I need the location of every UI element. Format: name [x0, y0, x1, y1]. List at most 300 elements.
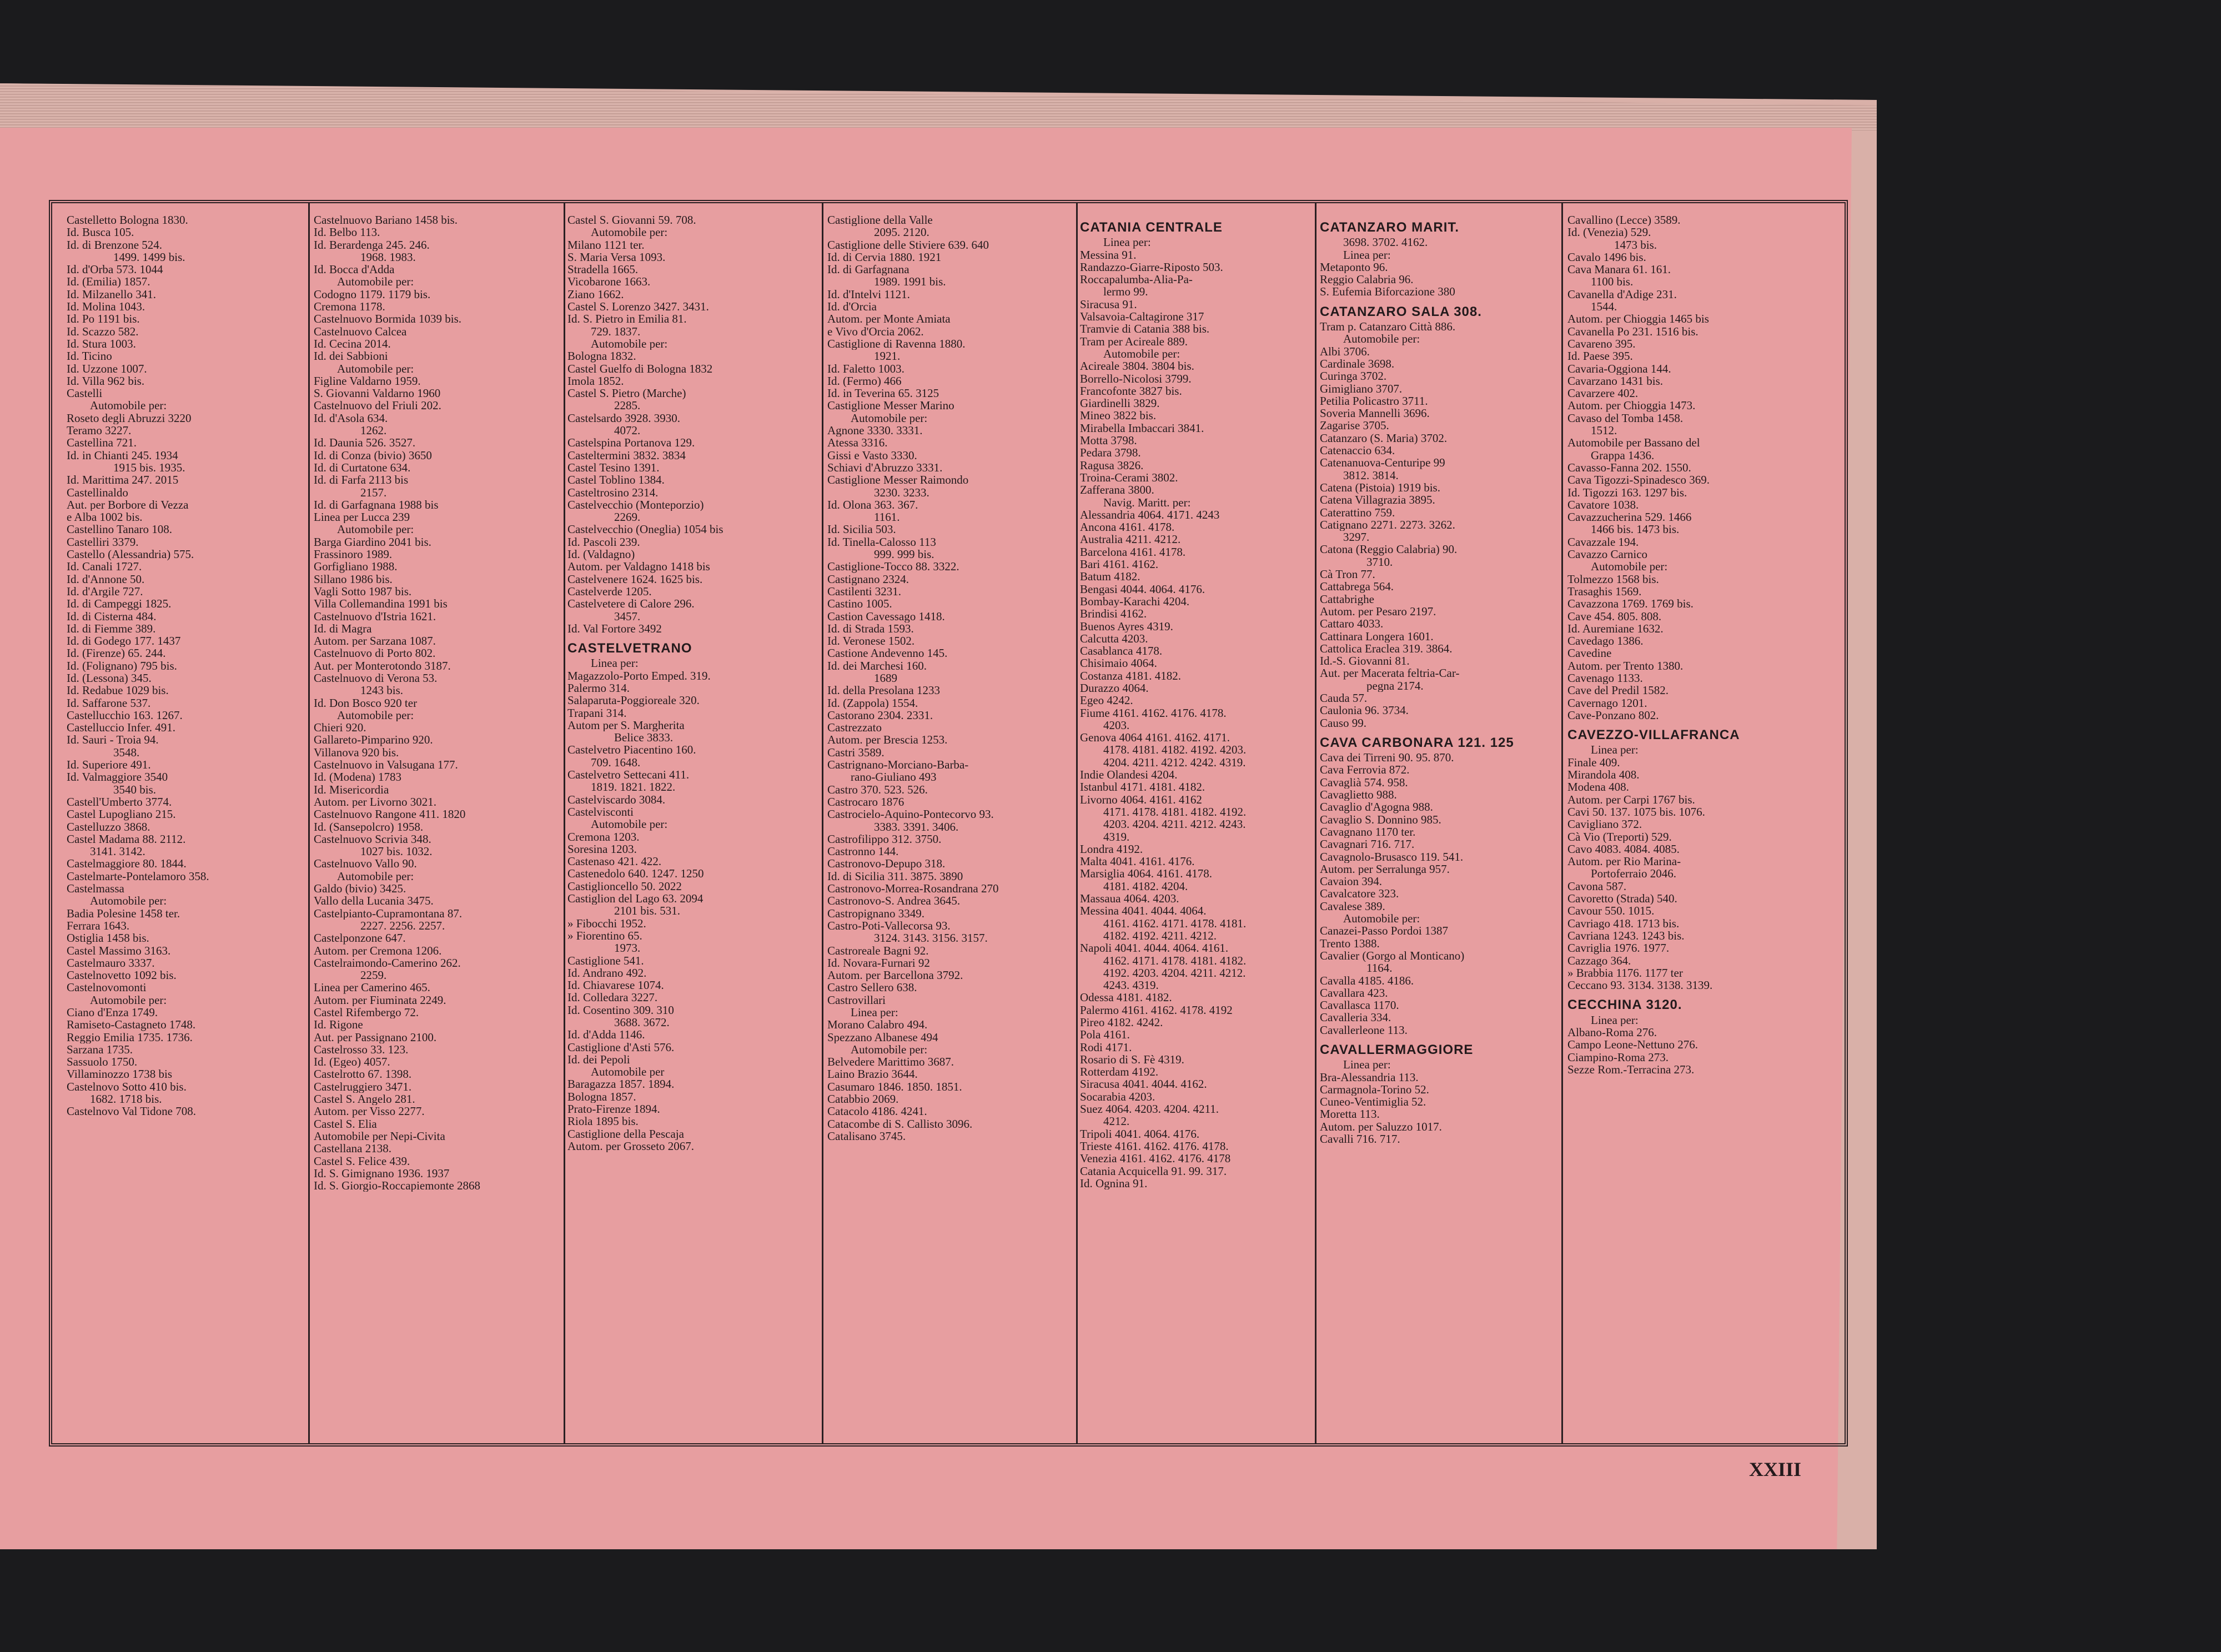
index-entry: Australia 4211. 4212. [1080, 533, 1181, 546]
index-entry: Castelnuovo Bariano 1458 bis. [314, 214, 458, 227]
index-entry: Autom. per Trento 1380. [1567, 659, 1684, 672]
index-entry: Zagarise 3705. [1320, 419, 1389, 432]
index-entry: Automobile per: [591, 337, 668, 350]
index-entry: Cattaro 4033. [1320, 617, 1384, 630]
index-entry: Castelraimondo-Camerino 262. [314, 956, 461, 970]
index-entry: Reggio Emilia 1735. 1736. [67, 1031, 193, 1043]
index-entry: Casteltrosino 2314. [567, 486, 659, 499]
column-divider [564, 203, 565, 1444]
index-entry: Castro Sellero 638. [827, 981, 917, 994]
index-entry: Chisimaio 4064. [1080, 657, 1157, 670]
index-entry: Giardinelli 3829. [1080, 397, 1160, 410]
index-entry: Id. (Firenze) 65. 244. [67, 647, 166, 660]
index-entry: Castelliri 3379. [67, 535, 139, 549]
index-entry: Batum 4182. [1080, 570, 1140, 583]
index-entry: 4161. 4162. 4171. 4178. 4181. [1103, 917, 1247, 930]
index-entry: Catona (Reggio Calabria) 90. [1320, 543, 1458, 556]
index-entry: 1262. [360, 424, 387, 437]
index-entry: Cavernago 1201. [1567, 696, 1647, 709]
index-entry: Id. (Sansepolcro) 1958. [314, 820, 424, 833]
index-entry: Castiglione di Ravenna 1880. [827, 337, 966, 350]
index-entry: Istanbul 4171. 4181. 4182. [1080, 781, 1205, 794]
index-entry: 4203. 4204. 4211. 4212. 4243. [1103, 818, 1246, 831]
index-entry: Castiglione della Valle [827, 214, 933, 227]
index-entry: Castel Tesino 1391. [567, 461, 660, 474]
index-entry: Cà Tron 77. [1320, 568, 1375, 581]
index-entry: Automobile per [591, 1066, 665, 1078]
index-entry: Cavagnano 1170 ter. [1320, 825, 1416, 838]
column-divider [1561, 203, 1563, 1444]
index-entry: Londra 4192. [1080, 842, 1143, 856]
index-entry: Castorano 2304. 2331. [827, 709, 933, 722]
index-entry: Cavarzere 402. [1567, 387, 1639, 400]
column-divider [1315, 203, 1316, 1444]
index-entry: Ragusa 3826. [1080, 459, 1144, 471]
index-entry: Castelruggiero 3471. [314, 1080, 412, 1093]
index-entry: Id. Valmaggiore 3540 [67, 771, 168, 784]
index-entry: Castelnuovo Calcea [314, 325, 407, 338]
index-entry: Aut. per Passignano 2100. [314, 1031, 437, 1043]
index-entry: Castelvetere di Calore 296. [567, 597, 695, 610]
index-entry: » Fibocchi 1952. [567, 917, 646, 930]
section-heading: CATANIA CENTRALE [1080, 222, 1223, 234]
index-entry: Id. di Brenzone 524. [67, 238, 163, 251]
index-entry: Ferrara 1643. [67, 919, 130, 932]
index-entry: Id. (Emilia) 1857. [67, 275, 150, 288]
section-heading: CECCHINA 3120. [1567, 999, 1682, 1012]
index-entry: Castro 370. 523. 526. [827, 783, 928, 796]
index-entry: Id. Rigone [314, 1018, 363, 1031]
index-entry: Aut. per Macerata feltria-Car- [1320, 667, 1460, 680]
index-entry: Id. (Folignano) 795 bis. [67, 659, 177, 672]
index-entry: Casumaro 1846. 1850. 1851. [827, 1080, 962, 1093]
index-entry: Durazzo 4064. [1080, 681, 1149, 695]
index-entry: Castelnuovo Scrivia 348. [314, 832, 431, 846]
index-entry: 3141. 3142. [90, 845, 145, 858]
index-entry: Autom. per Grosseto 2067. [567, 1139, 695, 1153]
index-entry: Id. della Presolana 1233 [827, 684, 940, 697]
index-entry: Id. S. Giorgio-Roccapiemonte 2868 [314, 1179, 480, 1192]
index-entry: Id. Tigozzi 163. 1297 bis. [1567, 486, 1687, 499]
index-entry: Baragazza 1857. 1894. [567, 1078, 675, 1091]
index-entry: Autom. per Barcellona 3792. [827, 969, 963, 982]
index-entry: Automobile per: [1343, 333, 1420, 345]
index-entry: Cazzago 364. [1567, 954, 1631, 967]
index-entry: 1512. [1591, 424, 1617, 437]
index-entry: Cattabrighe [1320, 592, 1374, 605]
index-entry: S. Eufemia Biforcazione 380 [1320, 285, 1455, 298]
index-entry: Ancona 4161. 4178. [1080, 521, 1175, 534]
index-entry: Id. d'Orba 573. 1044 [67, 263, 163, 276]
index-entry: Id. dei Sabbioni [314, 350, 388, 363]
index-entry: Id. di Magra [314, 622, 372, 635]
index-entry: Castenaso 421. 422. [567, 855, 662, 868]
index-entry: Tram p. Catanzaro Città 886. [1320, 320, 1456, 333]
index-entry: Motta 3798. [1080, 434, 1137, 447]
index-entry: Castronovo-Depupo 318. [827, 857, 946, 870]
index-entry: Castellucchio 163. 1267. [67, 709, 183, 722]
index-entry: Castino 1005. [827, 597, 892, 610]
index-entry: Id. in Teverina 65. 3125 [827, 387, 939, 400]
index-entry: Suez 4064. 4203. 4204. 4211. [1080, 1103, 1219, 1116]
index-entry: Castelnuovo in Valsugana 177. [314, 759, 458, 771]
index-column-2 [314, 214, 564, 1444]
index-entry: Marsiglia 4064. 4161. 4178. [1080, 867, 1212, 880]
section-heading: CATANZARO SALA 308. [1320, 305, 1482, 319]
index-entry: Roccapalumba-Alia-Pa- [1080, 273, 1193, 286]
index-entry: Castione Andevenno 145. [827, 647, 948, 660]
index-entry: S. Maria Versa 1093. [567, 250, 666, 264]
index-entry: Castenedolo 640. 1247. 1250 [567, 867, 704, 880]
index-entry: Massaua 4064. 4203. [1080, 892, 1179, 905]
index-entry: Castrofilippo 312. 3750. [827, 832, 942, 846]
index-entry: Castiglione d'Asti 576. [567, 1041, 675, 1053]
index-entry: Autom per S. Margherita [567, 719, 685, 732]
index-entry: Id. (Lessona) 345. [67, 671, 152, 685]
index-entry: Castel Madama 88. 2112. [67, 832, 186, 846]
index-entry: Castellino Tanaro 108. [67, 523, 173, 536]
index-entry: Autom. per Chioggia 1465 bis [1567, 313, 1709, 325]
index-entry: 1473 bis. [1614, 238, 1657, 251]
index-entry: Tripoli 4041. 4064. 4176. [1080, 1127, 1200, 1140]
index-column-3 [567, 214, 820, 1444]
index-entry: Id. Ticino [67, 350, 112, 363]
index-entry: 999. 999 bis. [874, 548, 934, 561]
index-entry: Albi 3706. [1320, 345, 1370, 358]
index-entry: Automobile per: [337, 870, 414, 883]
index-entry: Catenanuova-Centuripe 99 [1320, 456, 1445, 469]
index-entry: 4203. [1103, 719, 1130, 732]
index-entry: Zafferana 3800. [1080, 484, 1154, 496]
index-entry: Cavalcatore 323. [1320, 887, 1399, 900]
index-entry: Id. Don Bosco 920 ter [314, 696, 418, 709]
index-entry: Roseto degli Abruzzi 3220 [67, 411, 192, 425]
index-entry: Castelletto Bologna 1830. [67, 214, 188, 227]
index-entry: Id. di Cervia 1880. 1921 [827, 250, 942, 264]
index-entry: Id. Daunia 526. 3527. [314, 436, 416, 449]
index-entry: Castelverde 1205. [567, 585, 652, 598]
index-entry: Id. Superiore 491. [67, 759, 151, 771]
index-entry: Alessandria 4064. 4171. 4243 [1080, 508, 1220, 521]
index-entry: 4178. 4181. 4182. 4192. 4203. [1103, 744, 1247, 756]
index-entry: Indie Olandesi 4204. [1080, 769, 1178, 781]
index-entry: Castelnovomonti [67, 981, 147, 994]
index-entry: Castelvecchio (Oneglia) 1054 bis [567, 523, 723, 536]
index-entry: 1100 bis. [1591, 275, 1634, 288]
index-entry: Catacombe di S. Callisto 3096. [827, 1117, 973, 1130]
index-entry: e Alba 1002 bis. [67, 511, 143, 524]
index-entry: Cavedine [1567, 647, 1612, 660]
index-entry: Id. Colledara 3227. [567, 991, 658, 1004]
index-entry: Cuneo-Ventimiglia 52. [1320, 1096, 1426, 1108]
index-entry: Napoli 4041. 4044. 4064. 4161. [1080, 942, 1229, 955]
section-heading: CATANZARO MARIT. [1320, 222, 1460, 234]
index-entry: 2269. [614, 511, 641, 524]
index-entry: Trapani 314. [567, 706, 627, 719]
index-entry: Id. di Cisterna 484. [67, 610, 157, 622]
index-entry: Catanzaro (S. Maria) 3702. [1320, 431, 1448, 445]
index-entry: Castelluzzo 3868. [67, 820, 150, 833]
index-entry: Catenaccio 634. [1320, 444, 1395, 457]
index-entry: Castiglion del Lago 63. 2094 [567, 892, 704, 905]
index-entry: Castiglione della Pescaja [567, 1127, 684, 1140]
index-entry: Palermo 314. [567, 681, 630, 695]
index-entry: lermo 99. [1103, 285, 1148, 298]
index-entry: Randazzo-Giarre-Riposto 503. [1080, 260, 1223, 274]
index-entry: Sillano 1986 bis. [314, 573, 393, 585]
index-entry: 1968. 1983. [360, 250, 416, 264]
index-entry: Castelponzone 647. [314, 932, 406, 945]
index-entry: Catena (Pistoia) 1919 bis. [1320, 481, 1440, 494]
index-entry: Cave 454. 805. 808. [1567, 610, 1662, 622]
index-entry: Castiglione-Tocco 88. 3322. [827, 560, 959, 573]
index-entry: Cardinale 3698. [1320, 357, 1395, 370]
index-entry: 2227. 2256. 2257. [360, 919, 445, 932]
index-entry: Siracusa 4041. 4044. 4162. [1080, 1078, 1207, 1091]
index-entry: Cavo 4083. 4084. 4085. [1567, 842, 1680, 856]
index-entry: Automobile per: [591, 818, 668, 831]
index-entry: Soveria Mannelli 3696. [1320, 407, 1430, 420]
index-entry: Soresina 1203. [567, 842, 637, 856]
index-entry: 3124. 3143. 3156. 3157. [874, 932, 988, 945]
index-entry: 3383. 3391. 3406. [874, 820, 959, 833]
index-entry: Bologna 1832. [567, 350, 636, 363]
index-entry: Catacolo 4186. 4241. [827, 1105, 927, 1118]
index-entry: Catena Villagrazia 3895. [1320, 494, 1435, 506]
index-entry: Bari 4161. 4162. [1080, 558, 1159, 571]
index-entry: Id. Val Fortore 3492 [567, 622, 662, 635]
index-entry: Cavazzo Carnico [1567, 548, 1648, 561]
index-entry: Id. Milzanello 341. [67, 288, 156, 301]
index-entry: Id. di Garfagnana 1988 bis [314, 498, 439, 511]
index-entry: Castelpianto-Cupramontana 87. [314, 907, 463, 920]
index-entry: Id. Sicilia 503. [827, 523, 896, 536]
index-entry: Castelmauro 3337. [67, 956, 155, 970]
index-entry: 2259. [360, 969, 387, 982]
index-entry: Ramiseto-Castagneto 1748. [67, 1018, 196, 1031]
index-entry: Cavedago 1386. [1567, 635, 1644, 647]
index-entry: Autom. per Pesaro 2197. [1320, 605, 1436, 618]
section-heading: CAVA CARBONARA 121. 125 [1320, 736, 1514, 750]
index-entry: Castelrotto 67. 1398. [314, 1068, 412, 1081]
index-entry: Castropignano 3349. [827, 907, 924, 920]
index-entry: Id. dei Marchesi 160. [827, 659, 927, 672]
index-entry: Schiavi d'Abruzzo 3331. [827, 461, 943, 474]
index-entry: Socarabia 4203. [1080, 1090, 1155, 1103]
index-entry: Cavaso del Tomba 1458. [1567, 411, 1684, 425]
index-column-5 [1080, 214, 1313, 1444]
index-entry: Belice 3833. [614, 731, 674, 744]
index-entry: Cà Vio (Treporti) 529. [1567, 830, 1672, 843]
index-entry: Borrello-Nicolosi 3799. [1080, 372, 1192, 385]
index-entry: Automobile per: [337, 275, 414, 288]
index-entry: S. Giovanni Valdarno 1960 [314, 387, 441, 400]
index-entry: Id. d'Annone 50. [67, 573, 145, 585]
index-entry: Trasaghis 1569. [1567, 585, 1642, 598]
index-entry: Automobile per: [337, 362, 414, 375]
index-entry: Modena 408. [1567, 781, 1629, 794]
index-entry: Id. Faletto 1003. [827, 362, 905, 375]
index-entry: Siracusa 91. [1080, 298, 1137, 311]
index-entry: Castel S. Lorenzo 3427. 3431. [567, 300, 709, 313]
index-entry: Atessa 3316. [827, 436, 888, 449]
index-entry: Linea per Lucca 239 [314, 511, 410, 524]
index-entry: Cavaria-Oggiona 144. [1567, 362, 1671, 375]
index-entry: Castelnuovo Vallo 90. [314, 857, 417, 870]
index-entry: Id. (Valdagno) [567, 548, 635, 561]
index-entry: Messina 91. [1080, 248, 1137, 261]
index-entry: Castel S. Pietro (Marche) [567, 387, 686, 400]
index-entry: Messina 4041. 4044. 4064. [1080, 905, 1207, 917]
index-entry: Id. Canali 1727. [67, 560, 142, 573]
index-entry: Castelrosso 33. 123. [314, 1043, 409, 1056]
index-entry: Egeo 4242. [1080, 694, 1133, 707]
index-entry: Genova 4064 4161. 4162. 4171. [1080, 731, 1230, 744]
index-entry: Castronovo-S. Andrea 3645. [827, 895, 961, 907]
index-entry: Autom. per Brescia 1253. [827, 734, 948, 746]
index-entry: 1921. [874, 350, 901, 363]
index-entry: 4181. 4182. 4204. [1103, 880, 1188, 893]
page-number: XXIII [1749, 1458, 1802, 1480]
index-entry: Cattinara Longera 1601. [1320, 630, 1434, 642]
index-entry: 4243. 4319. [1103, 979, 1159, 992]
index-entry: Pola 4161. [1080, 1028, 1130, 1041]
index-entry: Automobile per: [1591, 560, 1668, 573]
index-entry: Castiglione delle Stiviere 639. 640 [827, 238, 989, 251]
index-entry: Id. d'Asola 634. [314, 411, 388, 425]
index-entry: Cavanella d'Adige 231. [1567, 288, 1677, 301]
index-entry: 4162. 4171. 4178. 4181. 4182. [1103, 954, 1247, 967]
index-entry: 4204. 4211. 4212. 4242. 4319. [1103, 756, 1246, 769]
index-entry: Castello (Alessandria) 575. [67, 548, 194, 561]
index-entry: Id. di Godego 177. 1437 [67, 635, 181, 647]
index-entry: Sarzana 1735. [67, 1043, 133, 1056]
index-entry: 1989. 1991 bis. [874, 275, 946, 288]
index-entry: Prato-Firenze 1894. [567, 1103, 660, 1116]
index-entry: Fiume 4161. 4162. 4176. 4178. [1080, 706, 1227, 719]
index-entry: Castronno 144. [827, 845, 899, 858]
section-heading: CAVALLERMAGGIORE [1320, 1044, 1474, 1057]
index-entry: Id. (Modena) 1783 [314, 771, 402, 784]
index-entry: Agnone 3330. 3331. [827, 424, 923, 437]
index-entry: Badia Polesine 1458 ter. [67, 907, 180, 920]
index-entry: Id. d'Intelvi 1121. [827, 288, 910, 301]
index-entry: Id. (Fermo) 466 [827, 374, 902, 388]
index-entry: Cavalier (Gorgo al Monticano) [1320, 949, 1465, 962]
index-entry: Stradella 1665. [567, 263, 639, 276]
index-entry: Automobile per Nepi-Civita [314, 1129, 445, 1143]
index-entry: Cavour 550. 1015. [1567, 905, 1655, 917]
index-entry: 2101 bis. 531. [614, 905, 681, 917]
index-entry: Id. Novara-Furnari 92 [827, 956, 930, 970]
index-entry: Catignano 2271. 2273. 3262. [1320, 518, 1455, 531]
index-entry: Automobile per: [90, 399, 167, 412]
index-entry: 3457. [614, 610, 641, 622]
index-entry: Catabbio 2069. [827, 1093, 899, 1106]
index-entry: Canazei-Passo Pordoi 1387 [1320, 925, 1448, 937]
index-entry: Castrignano-Morciano-Barba- [827, 759, 969, 771]
index-entry: Cava Ferrovia 872. [1320, 764, 1410, 776]
index-entry: Castignano 2324. [827, 573, 909, 585]
index-entry: Villaminozzo 1738 bis [67, 1068, 173, 1081]
index-entry: Cavaion 394. [1320, 875, 1382, 888]
index-entry: Castel Rifembergo 72. [314, 1006, 419, 1019]
index-entry: 3230. 3233. [874, 486, 929, 499]
index-entry: Castelvisconti [567, 805, 634, 819]
index-entry: Linea per: [1343, 1058, 1391, 1071]
index-entry: Autom. per Valdagno 1418 bis [567, 560, 710, 573]
index-entry: Id. Po 1191 bis. [67, 313, 140, 325]
index-entry: Castelnovo Sotto 410 bis. [67, 1080, 187, 1093]
index-entry: 1499. 1499 bis. [113, 250, 185, 264]
index-entry: 729. 1837. [591, 325, 641, 338]
index-entry: Ciampino-Roma 273. [1567, 1051, 1669, 1063]
index-entry: Castrocielo-Aquino-Pontecorvo 93. [827, 808, 994, 821]
index-entry: Castiglione Messer Raimondo [827, 474, 969, 486]
index-column-7 [1567, 214, 1817, 1444]
index-entry: Spezzano Albanese 494 [827, 1031, 938, 1043]
index-entry: Metaponto 96. [1320, 260, 1388, 274]
index-entry: Id. Busca 105. [67, 226, 134, 239]
index-entry: Cave-Ponzano 802. [1567, 709, 1659, 722]
index-entry: Automobile per: [337, 709, 414, 722]
index-column-4 [827, 214, 1074, 1444]
index-entry: Valsavoia-Caltagirone 317 [1080, 310, 1204, 323]
index-entry: Curinga 3702. [1320, 370, 1387, 383]
index-entry: Id. di Fiemme 389. [67, 622, 156, 635]
index-entry: Linea per: [851, 1006, 898, 1019]
index-entry: Id. (Egeo) 4057. [314, 1056, 390, 1068]
index-entry: Linea per: [591, 657, 639, 670]
index-entry: Id. Auremiane 1632. [1567, 622, 1664, 635]
section-heading: CAVEZZO-VILLAFRANCA [1567, 729, 1740, 742]
index-entry: Automobile per: [851, 1043, 928, 1056]
index-entry: Cavalo 1496 bis. [1567, 250, 1646, 264]
index-column-6 [1320, 214, 1559, 1444]
index-entry: 1243 bis. [360, 684, 404, 697]
index-entry: Cremona 1203. [567, 830, 640, 843]
index-entry: Id. Berardenga 245. 246. [314, 238, 430, 251]
index-entry: Aut. per Borbore di Vezza [67, 498, 189, 511]
index-entry: Castro-Poti-Vallecorsa 93. [827, 919, 951, 932]
index-entry: Id. S. Gimignano 1936. 1937 [314, 1167, 450, 1180]
index-entry: rano-Giuliano 493 [851, 771, 937, 784]
index-entry: Figline Valdarno 1959. [314, 374, 421, 388]
index-entry: Sezze Rom.-Terracina 273. [1567, 1063, 1695, 1076]
index-entry: Cavenago 1133. [1567, 671, 1643, 685]
index-entry: Odessa 4181. 4182. [1080, 991, 1172, 1004]
index-entry: Castelvecchio (Monteporzio) [567, 498, 704, 511]
index-entry: Castronovo-Morrea-Rosandrana 270 [827, 882, 999, 895]
index-entry: Id. Villa 962 bis. [67, 374, 145, 388]
index-entry: 1161. [874, 511, 900, 524]
index-entry: Castelnovetto 1092 bis. [67, 969, 177, 982]
index-entry: Castell'Umberto 3774. [67, 795, 172, 809]
index-entry: Cavriana 1243. 1243 bis. [1567, 929, 1685, 942]
index-entry: Morano Calabro 494. [827, 1018, 928, 1031]
index-entry: Aut. per Monterotondo 3187. [314, 659, 451, 672]
index-entry: Albano-Roma 276. [1567, 1026, 1657, 1039]
index-entry: Id. Uzzone 1007. [67, 362, 147, 375]
index-entry: Id. Andrano 492. [567, 966, 647, 980]
index-entry: Castelnuovo del Friuli 202. [314, 399, 441, 412]
index-entry: Cavi 50. 137. 1075 bis. 1076. [1567, 805, 1705, 819]
index-entry: Castelvetro Settecani 411. [567, 769, 690, 781]
index-entry: Automobile per: [851, 411, 928, 425]
index-entry: Linea per: [1591, 1013, 1639, 1026]
index-entry: Id. Ognina 91. [1080, 1177, 1148, 1190]
index-entry: Id. Tinella-Calosso 113 [827, 535, 936, 549]
